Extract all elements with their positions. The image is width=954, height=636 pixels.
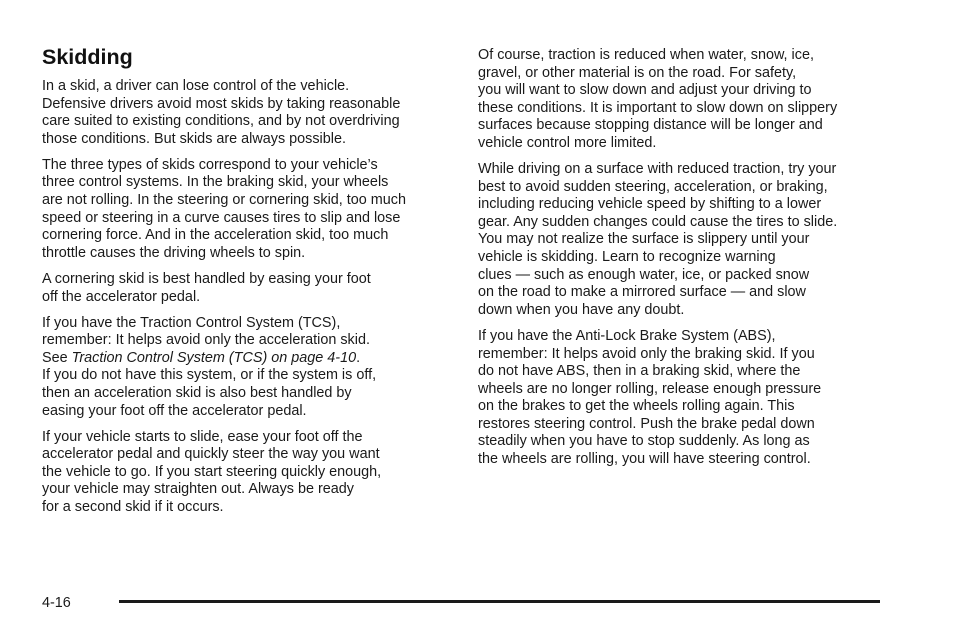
tcs-cross-reference: Traction Control System (TCS) on page 4-10: [71, 349, 357, 366]
page-number: 4-16: [42, 595, 71, 611]
paragraph-tcs: [42, 315, 454, 421]
paragraph-slide-recovery: If your vehicle starts to slide, ease your foot off the accelerator pedal and quickly steer the way you want the vehicle to go. If you start steering quickly enough, your vehicle may straighten out. Always be ready for a second skid if it occurs.: [42, 428, 382, 516]
paragraph-skid-types: The three types of skids correspond to your vehicle’s three control systems. In the braking skid, your wheels are not rolling. In the steering or cornering skid, too much speed or steering in a curve causes tires to slip and lose cornering force. And in the acceleration skid, too much throttle causes the driving wheels to spin.: [42, 156, 406, 261]
section-heading: Skidding: [42, 45, 133, 69]
paragraph-slippery-surface: While driving on a surface with reduced traction, try your best to avoid sudden steering, acceleration, or braking, including reducing vehicle speed by shifting to a lower gear. Any sudden changes could cause the tires to slide. You may not realize the surface is slippery until your vehicle is skidding. Learn to recognize warning clues — such as enough water, ice, or packed snow on the road to make a mirrored surface — and slow down when you have any doubt.: [478, 161, 838, 318]
right-column: [478, 47, 888, 477]
paragraph-abs: If you have the Anti-Lock Brake System (ABS), remember: It helps avoid only the braking skid. If you do not have ABS, then in a braking skid, where the wheels are no longer rolling, release enough pressure on the brakes to get the wheels rolling again. This restores steering control. Push the brake pedal down steadily when you have to stop suddenly. As long as the wheels are rolling, you will have steering control.: [478, 327, 822, 468]
left-column: [42, 44, 454, 525]
tcs-text-before: If you have the Traction Control System (TCS), remember: It helps avoid only the acceleration skid. See: [42, 314, 370, 366]
paragraph-skid-intro: In a skid, a driver can lose control of the vehicle. Defensive drivers avoid most skids by taking reasonable care suited to existing conditions, and by not overdriving those conditions. But skids are always possible.: [42, 78, 401, 147]
tcs-text-after: . If you do not have this system, or if the system is off, then an acceleration skid is also best handled by easing your foot off the accelerator pedal.: [42, 349, 377, 419]
footer-rule: [119, 600, 880, 603]
paragraph-reduced-traction: Of course, traction is reduced when water, snow, ice, gravel, or other material is on the road. For safety, you will want to slow down and adjust your driving to these conditions. It is important to slow down on slippery surfaces because stopping distance will be longer and vehicle control more limited.: [478, 47, 838, 151]
paragraph-cornering-skid: A cornering skid is best handled by easing your foot off the accelerator pedal.: [42, 270, 371, 305]
